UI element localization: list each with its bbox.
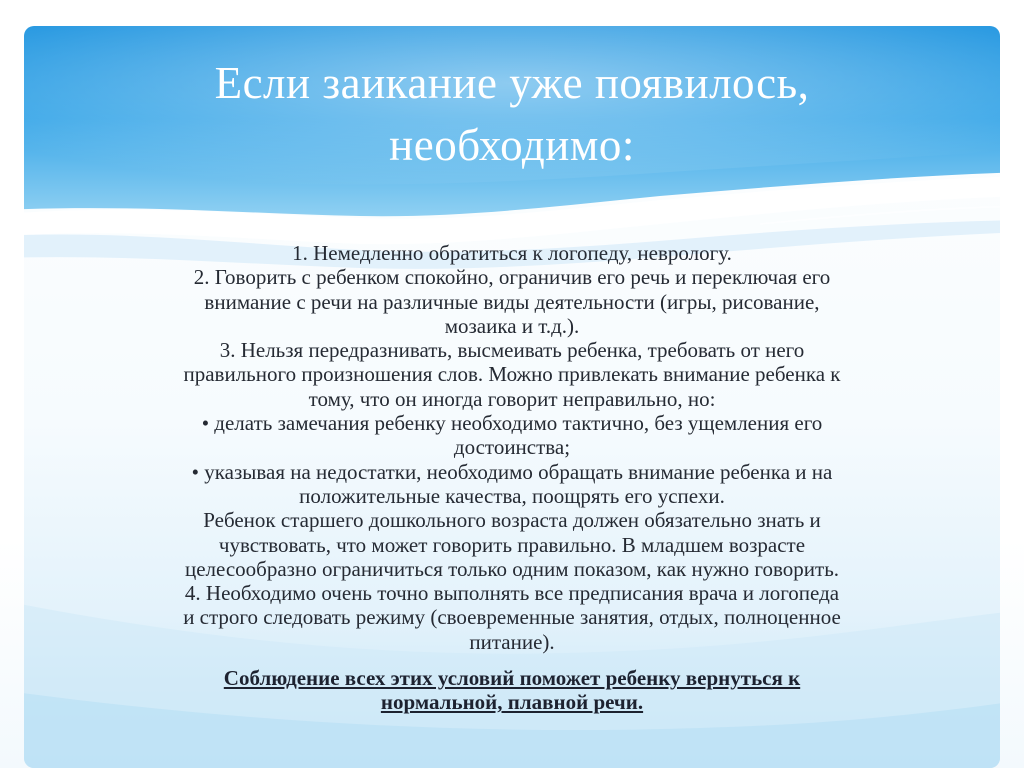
body-line: тому, что он иногда говорит неправильно, но:	[308, 386, 716, 411]
body-text	[100, 241, 924, 654]
body-line: достоинства;	[453, 435, 571, 460]
body-line: • указывая на недостатки, необходимо обращать внимание ребенка и на	[191, 459, 833, 484]
body-line: и строго следовать режиму (своевременные занятия, отдых, полноценное	[183, 605, 841, 630]
body-line: 3. Нельзя передразнивать, высмеивать ребенка, требовать от него	[219, 338, 805, 363]
body-line: положительные качества, поощрять его успехи.	[299, 483, 725, 508]
title-line: Если заикание уже появилось,	[214, 58, 810, 108]
conclusion-text	[100, 666, 924, 714]
body-line: Ребенок старшего дошкольного возраста должен обязательно знать и	[203, 508, 821, 533]
slide-title	[120, 52, 904, 176]
body-line: 2. Говорить с ребенком спокойно, ограничив его речь и переключая его	[193, 265, 831, 290]
body-line: питание).	[469, 629, 555, 654]
body-line: внимание с речи на различные виды деятельности (игры, рисование,	[204, 289, 820, 314]
body-line: • делать замечания ребенку необходимо тактично, без ущемления его	[201, 411, 823, 436]
body-line: чувствовать, что может говорить правильно. В младшем возрасте	[218, 532, 806, 557]
body-line: 4. Необходимо очень точно выполнять все предписания врача и логопеда	[184, 581, 840, 606]
conclusion-line: нормальной, плавной речи.	[380, 690, 644, 714]
body-line: мозаика и т.д.).	[444, 313, 580, 338]
conclusion-line: Соблюдение всех этих условий поможет ребенку вернуться к	[223, 666, 801, 690]
body-line: правильного произношения слов. Можно привлекать внимание ребенка к	[183, 362, 841, 387]
body-line: 1. Немедленно обратиться к логопеду, неврологу.	[292, 241, 732, 265]
title-line: необходимо:	[389, 120, 635, 170]
body-line: целесообразно ограничиться только одним показом, как нужно говорить.	[184, 556, 840, 581]
